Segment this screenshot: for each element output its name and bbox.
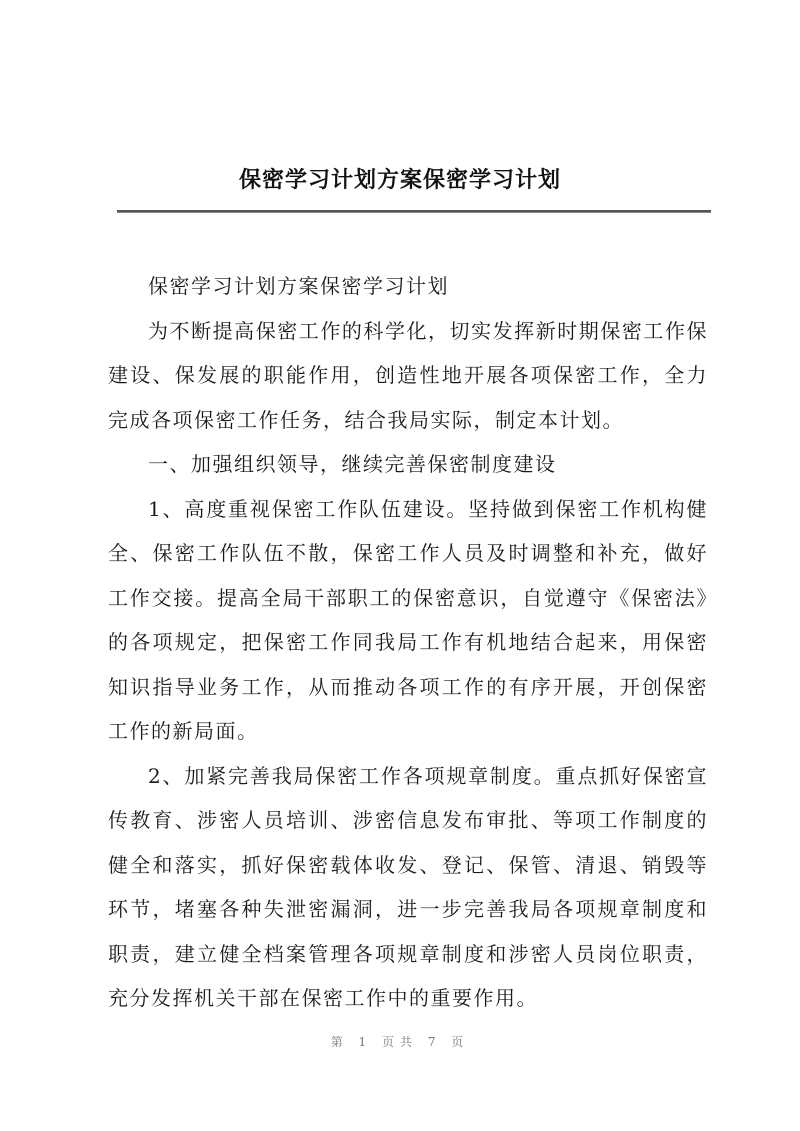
section-heading-1: 一、加强组织领导，继续完善保密制度建设 [148, 452, 557, 476]
document-title: 保密学习计划方案保密学习计划 [238, 167, 561, 193]
paragraph-heading: 保密学习计划方案保密学习计划 [148, 274, 449, 298]
page-footer: 第 1 页共 7 页 [330, 1035, 470, 1049]
title-divider [117, 210, 711, 213]
paragraph-item-1: 1、高度重视保密工作队伍建设。坚持做到保密工作机构健全、保密工作队伍不散，保密工作人员及时调整和补充，做好工作交接。提高全局干部职工的保密意识，自觉遵守《保密法》的各项规定，把保密工作同我局工作有机地结合起来，用保密知识指导业务工作，从而推动各项工作的有序开展，开创保密工作的新局面。 [108, 496, 708, 743]
document-body [108, 264, 708, 1021]
paragraph-intro: 为不断提高保密工作的科学化，切实发挥新时期保密工作保建设、保发展的职能作用，创造性地开展各项保密工作，全力完成各项保密工作任务，结合我局实际，制定本计划。 [108, 318, 708, 432]
paragraph-item-2: 2、加紧完善我局保密工作各项规章制度。重点抓好保密宣传教育、涉密人员培训、涉密信息发布审批、等项工作制度的健全和落实，抓好保密载体收发、登记、保管、清退、销毁等环节，堵塞各种失泄密漏洞，进一步完善我局各项规章制度和职责，建立健全档案管理各项规章制度和涉密人员岗位职责，充分发挥机关干部在保密工作中的重要作用。 [108, 763, 708, 1010]
